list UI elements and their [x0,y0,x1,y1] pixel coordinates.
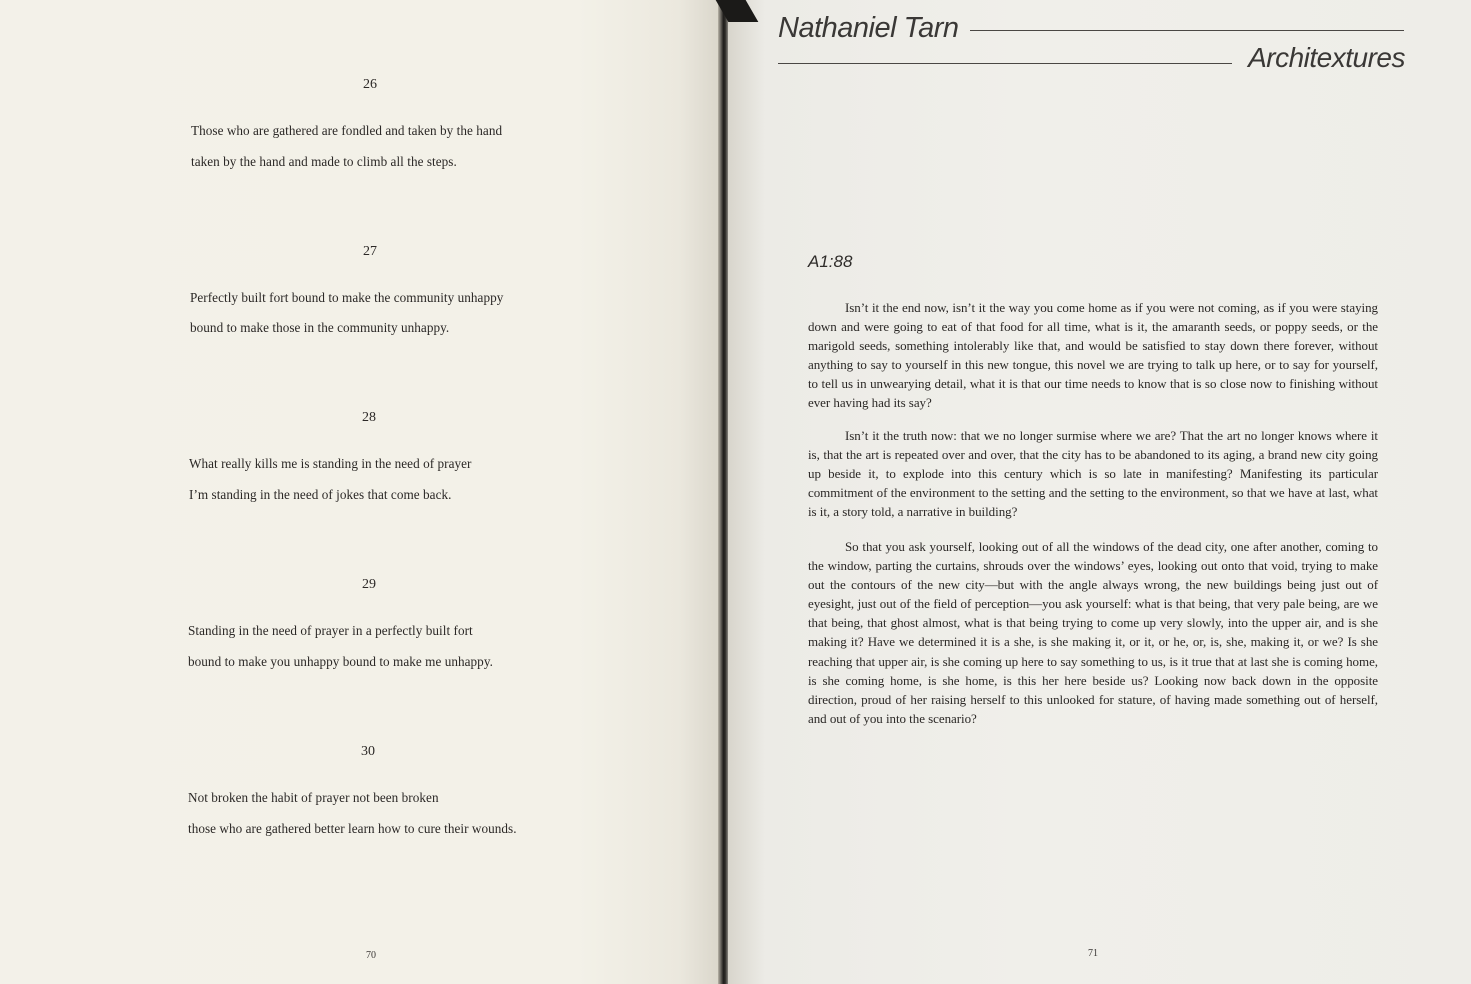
poem-title: A1:88 [808,252,853,271]
header-rule-bottom [778,63,1232,64]
section-number: 30 [361,744,375,759]
header-rule-top [970,30,1404,31]
prose-paragraph-2: Isn’t it the truth now: that we no longer surmise where we are? That the art no longer knows where it is, that the art is repeated over and over, that the city has to be abandoned to its aging, a brand new city going up beside it, to explode into this century which is so late in manifesting? Manifesting its particular commitment of the environment to the setting and the setting to the environment, so that we have at last, what is it, a story told, a narrative in building? [808,428,1378,520]
poem-line: Perfectly built fort bound to make the community unhappy [190,290,504,305]
prose-paragraph-3: So that you ask yourself, looking out of all the windows of the dead city, one after another, coming to the window, parting the curtains, shrouds over the windows’ eyes, looking out onto that void, trying to make out the contours of the new city—but with the angle always wrong, the new buildings being just out of eyesight, just out of the field of perception—you ask yourself: what is that being, that very pale being, are we that being, that ghost almost, what is that being trying to come up very slowly, into the upper air, and is she making it? Have we determined it is a she, is she making it, or it, or he, or, is, she, making it, or we? Is she reaching that upper air, is she coming up here to say something to us, is it true that at last she is coming home, is she coming home, is she home, is this her here beside us? Looking now back down in the opposite direction, proud of her raising herself to this unlooked for stature, of having made something out of herself, and out of you into the scenario? [808,539,1378,726]
poem-line: I’m standing in the need of jokes that come back. [189,487,452,502]
page-number: 71 [1088,948,1098,959]
poem-line: Those who are gathered are fondled and taken by the hand [191,123,503,138]
section-number: 26 [363,77,377,92]
left-page [0,0,722,984]
section-number: 29 [362,577,376,592]
poem-line: taken by the hand and made to climb all the steps. [191,154,457,169]
poem-line: What really kills me is standing in the need of prayer [189,456,472,471]
section-number: 27 [363,244,377,259]
prose-paragraph-1: Isn’t it the end now, isn’t it the way you come home as if you were not coming, as if you were staying down and were going to eat of that food for all time, what is it, the amaranth seeds, or poppy seeds, or the marigold seeds, something intolerably like that, and would be satisfied to stay down there forever, without anything to say to yourself in this new tongue, this novel we are trying to talk up here, or to say for yourself, to tell us in unwearying detail, what it is that our time needs to know that is so close now to finishing without ever having had its say? [808,300,1378,411]
poem-line: Not broken the habit of prayer not been broken [188,790,439,805]
author-name: Nathaniel Tarn [778,12,959,44]
poem-line: Standing in the need of prayer in a perfectly built fort [188,623,473,638]
poem-line: those who are gathered better learn how to cure their wounds. [188,821,517,836]
book-title: Architextures [1248,42,1405,73]
poem-line: bound to make you unhappy bound to make me unhappy. [188,654,493,669]
section-number: 28 [362,410,376,425]
poem-line: bound to make those in the community unhappy. [190,320,450,335]
page-number: 70 [366,950,376,961]
